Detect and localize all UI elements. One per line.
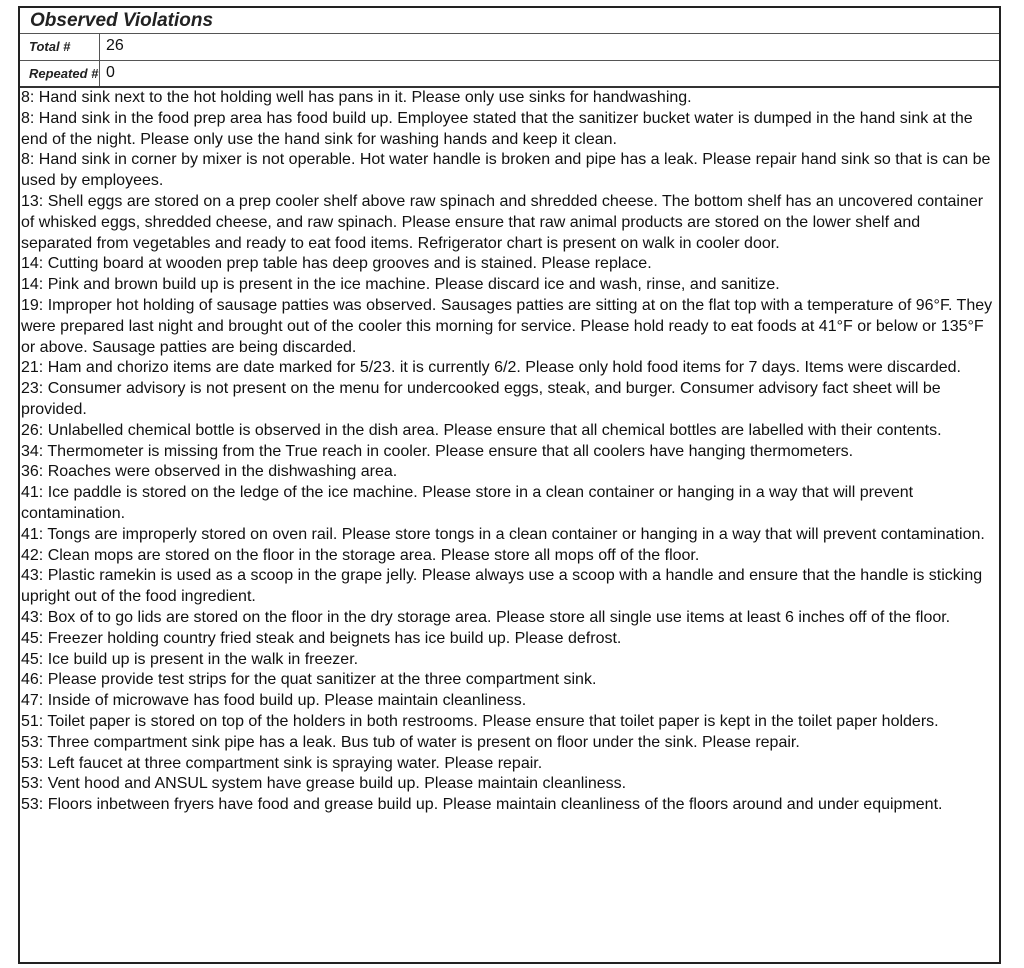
violation-item: 43: Plastic ramekin is used as a scoop in the grape jelly. Please always use a scoop with a handle and ensure that the handle is sticking upright out of the food ingredient. — [21, 567, 983, 606]
violation-item: 14: Pink and brown build up is present in the ice machine. Please discard ice and wash, rinse, and sanitize. — [21, 276, 780, 294]
violation-item: 19: Improper hot holding of sausage patties was observed. Sausages patties are sitting at on the flat top with a temperature of 96°F. They were prepared last night and brought out of the cooler this morning for service. Please hold ready to eat foods at 41°F or below or 135°F or above. Sausage patties are being discarded. — [21, 296, 993, 356]
violation-item: 47: Inside of microwave has food build up. Please maintain cleanliness. — [21, 692, 527, 710]
violation-item: 41: Ice paddle is stored on the ledge of the ice machine. Please store in a clean container or hanging in a way that will prevent contamination. — [21, 484, 914, 522]
violation-item: 36: Roaches were observed in the dishwashing area. — [21, 463, 398, 481]
violation-item: 34: Thermometer is missing from the True reach in cooler. Please ensure that all coolers have hanging thermometers. — [21, 442, 854, 460]
violation-item: 14: Cutting board at wooden prep table has deep grooves and is stained. Please replace. — [21, 255, 652, 273]
violation-item: 26: Unlabelled chemical bottle is observed in the dish area. Please ensure that all chemical bottles are labelled with their contents. — [21, 421, 942, 439]
violation-item: 21: Ham and chorizo items are date marked for 5/23. it is currently 6/2. Please only hold food items for 7 days. Items were discarded. — [21, 359, 961, 377]
total-label: Total # — [20, 34, 100, 60]
violation-item: 53: Floors inbetween fryers have food and grease build up. Please maintain cleanliness of the floors around and under equipment. — [21, 796, 943, 814]
violation-item: 42: Clean mops are stored on the floor in the storage area. Please store all mops off of the floor. — [21, 546, 700, 564]
violation-item: 45: Freezer holding country fried steak and beignets has ice build up. Please defrost. — [21, 629, 622, 647]
repeated-row — [20, 61, 999, 88]
violation-item: 45: Ice build up is present in the walk in freezer. — [21, 650, 359, 668]
total-value: 26 — [106, 37, 124, 54]
violation-item: 41: Tongs are improperly stored on oven rail. Please store tongs in a clean container or hanging in a way that will prevent contamination. — [21, 525, 985, 543]
violation-item: 43: Box of to go lids are stored on the floor in the dry storage area. Please store all single use items at least 6 inches off of the floor. — [21, 608, 951, 626]
total-row — [20, 34, 999, 61]
violation-item: 51: Toilet paper is stored on top of the holders in both restrooms. Please ensure that toilet paper is kept in the toilet paper holders. — [21, 712, 939, 730]
violation-list — [20, 88, 999, 816]
section-title: Observed Violations — [20, 8, 999, 34]
violations-form — [18, 6, 1001, 964]
violation-item: 46: Please provide test strips for the quat sanitizer at the three compartment sink. — [21, 671, 597, 689]
violation-item: 13: Shell eggs are stored on a prep cooler shelf above raw spinach and shredded cheese. The bottom shelf has an uncovered container of whisked eggs, shredded cheese, and raw spinach. Please ensure that raw animal products are stored on the lower shelf and separated from vegetables and ready to eat food items. Refrigerator chart is present on walk in cooler door. — [21, 192, 984, 252]
violation-item: 23: Consumer advisory is not present on the menu for undercooked eggs, steak, and burger. Consumer advisory fact sheet will be provided. — [21, 380, 941, 418]
violation-item: 8: Hand sink next to the hot holding well has pans in it. Please only use sinks for handwashing. — [21, 89, 692, 106]
repeated-label: Repeated # — [20, 61, 100, 86]
violation-item: 53: Left faucet at three compartment sink is spraying water. Please repair. — [21, 754, 543, 772]
repeated-value: 0 — [106, 64, 115, 81]
violation-item: 8: Hand sink in corner by mixer is not operable. Hot water handle is broken and pipe has a leak. Please repair hand sink so that is can be used by employees. — [21, 151, 991, 190]
violation-item: 53: Three compartment sink pipe has a leak. Bus tub of water is present on floor under the sink. Please repair. — [21, 733, 800, 751]
violation-item: 8: Hand sink in the food prep area has food build up. Employee stated that the sanitizer bucket water is dumped in the hand sink at the end of the night. Please only use the hand sink for washing hands and keep it clean. — [21, 109, 973, 148]
violation-item: 53: Vent hood and ANSUL system have grease build up. Please maintain cleanliness. — [21, 775, 627, 793]
